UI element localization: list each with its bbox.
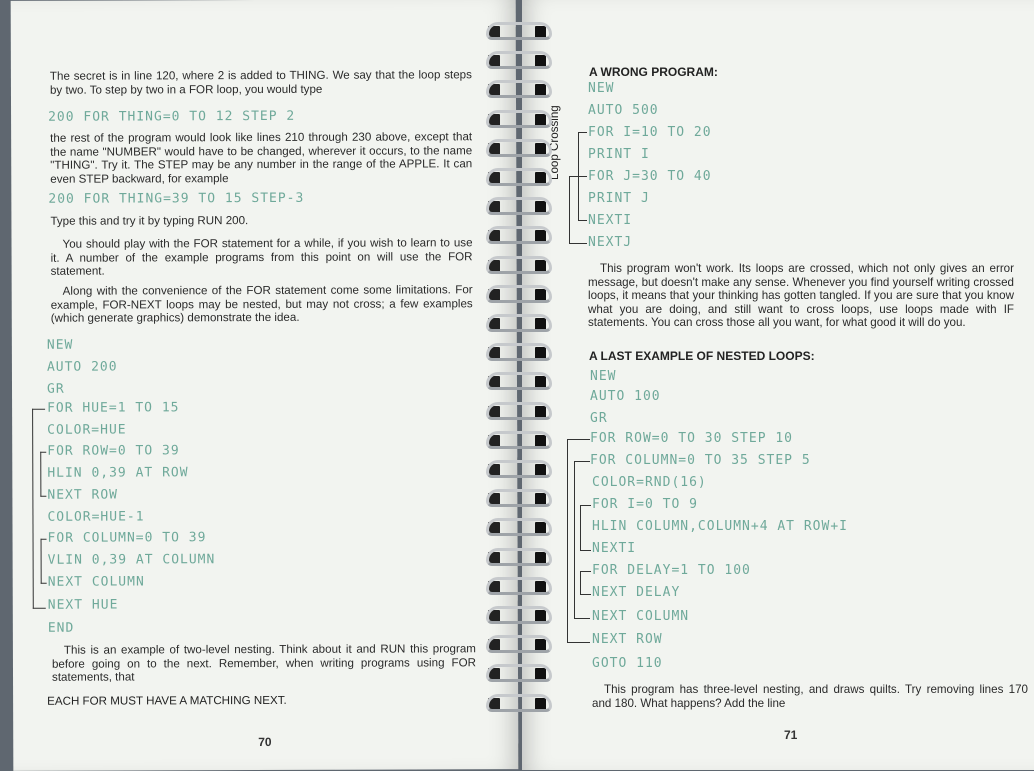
- binding-ring: [482, 49, 552, 71]
- code-line: FOR I=0 TO 9: [592, 497, 698, 512]
- page-number: 71: [784, 728, 798, 742]
- code-line: NEXT DELAY: [592, 585, 681, 600]
- code-line: FOR HUE=1 TO 15: [47, 400, 180, 416]
- left-page: [11, 0, 519, 771]
- code-line: NEXT COLUMN: [47, 574, 145, 590]
- binding-ring: [482, 224, 552, 246]
- code-line: COLOR=HUE: [47, 422, 127, 438]
- binding-ring: [482, 108, 552, 130]
- code-line: NEXT HUE: [47, 597, 119, 613]
- binding-ring: [482, 20, 552, 42]
- paragraph-run-200: Type this and try it by typing RUN 200.: [50, 214, 249, 228]
- binding-ring: [482, 633, 552, 655]
- code-line: COLOR=HUE-1: [47, 509, 145, 525]
- binding-ring: [482, 137, 552, 159]
- paragraph-three-level: This program has three-level nesting, and draws quilts. Try removing lines 170 and 180. What happens? Add the line: [592, 683, 1028, 710]
- code-line: FOR ROW=0 TO 39: [47, 443, 180, 459]
- code-line: AUTO 500: [588, 103, 659, 118]
- binding-ring: [482, 78, 552, 100]
- paragraph-crossed: This program won't work. Its loops are crossed, which not only gives an error message, but doesn't make any sense. Whenever you find yourself writing crossed loops, it means that your thinking has gotten tangled. If you are sure that you know what you are doing, and still want to cross loops, use loops made with IF statements. You can cross those all you want, for what good it will do you.: [588, 262, 1014, 330]
- binding-ring: [482, 692, 552, 714]
- code-line: FOR I=10 TO 20: [588, 125, 712, 140]
- code-line: END: [47, 620, 75, 636]
- loop-bracket-row: [40, 452, 46, 497]
- rule-for-next: EACH FOR MUST HAVE A MATCHING NEXT.: [47, 693, 287, 708]
- heading-last-example: A LAST EXAMPLE OF NESTED LOOPS:: [589, 349, 815, 363]
- paragraph-step-intro: The secret is in line 120, where 2 is added to THING. We say that the loop steps by two. To step by two in a FOR loop, you would type: [49, 68, 472, 97]
- code-line: PRINT J: [588, 191, 650, 206]
- code-line: FOR COLUMN=0 TO 39: [47, 530, 207, 546]
- binding-ring: [482, 166, 552, 188]
- spiral-binding: [482, 20, 552, 740]
- loop-bracket-j: [569, 176, 587, 244]
- code-line: NEXTI: [588, 213, 633, 228]
- code-step-negative: 200 FOR THING=39 TO 15 STEP-3: [48, 190, 305, 207]
- code-line: HLIN 0,39 AT ROW: [47, 465, 189, 481]
- paragraph-play-for: You should play with the FOR statement for a while, if you wish to learn to use it. A number of the example programs from this point on will use the FOR statement.: [50, 236, 473, 278]
- code-line: GOTO 110: [592, 656, 663, 671]
- binding-ring: [482, 429, 552, 451]
- loop-bracket-i: [580, 505, 591, 551]
- code-line: FOR COLUMN=0 TO 35 STEP 5: [590, 453, 811, 468]
- code-line: FOR DELAY=1 TO 100: [592, 563, 751, 578]
- page-number: 70: [258, 734, 272, 750]
- binding-ring: [482, 312, 552, 334]
- binding-ring: [482, 400, 552, 422]
- code-step-2: 200 FOR THING=0 TO 12 STEP 2: [48, 108, 296, 125]
- binding-ring: [482, 458, 552, 480]
- code-line: VLIN 0,39 AT COLUMN: [47, 552, 216, 568]
- paragraph-step-explain: the rest of the program would look like lines 210 through 230 above, except that the name "NUMBER" would have to be changed, wherever it occurs, to the name "THING". Try it. The STEP may be any number in the range of the APPLE. It can even STEP backward, for example: [50, 130, 473, 186]
- code-line: NEW: [588, 81, 615, 96]
- code-line: NEXTI: [592, 541, 637, 556]
- code-line: GR: [590, 411, 608, 426]
- right-page: [522, 0, 1034, 770]
- code-line: PRINT I: [588, 147, 650, 162]
- binding-ring: [482, 254, 552, 276]
- code-line: AUTO 100: [590, 389, 661, 404]
- loop-bracket-column: [41, 539, 47, 584]
- binding-ring: [482, 662, 552, 684]
- binding-ring: [482, 604, 552, 626]
- code-line: NEXTJ: [588, 235, 633, 250]
- binding-ring: [482, 341, 552, 363]
- code-line: HLIN COLUMN,COLUMN+4 AT ROW+I: [592, 519, 848, 534]
- code-line: NEXT COLUMN: [592, 609, 690, 624]
- code-line: NEW: [590, 369, 617, 384]
- code-line: COLOR=RND(16): [592, 475, 707, 490]
- binding-ring: [482, 283, 552, 305]
- paragraph-two-level: This is an example of two-level nesting. Think about it and RUN this program before going on to the next. Remember, when writing programs using FOR statements, that: [51, 642, 476, 684]
- binding-ring: [482, 516, 552, 538]
- loop-bracket-delay: [580, 571, 591, 595]
- code-line: FOR ROW=0 TO 30 STEP 10: [590, 431, 794, 446]
- binding-ring: [482, 370, 552, 392]
- paragraph-limitations: Along with the convenience of the FOR statement come some limitations. For example, FOR-NEXT loops may be nested, but may not cross; a few examples (which generate graphics) demonstrate the idea.: [50, 283, 473, 325]
- code-line: NEW: [46, 337, 74, 353]
- binding-ring: [482, 487, 552, 509]
- code-line: FOR J=30 TO 40: [588, 169, 712, 184]
- code-line: NEXT ROW: [47, 487, 119, 503]
- code-line: AUTO 200: [46, 359, 118, 375]
- code-line: GR: [46, 381, 65, 397]
- heading-wrong-program: A WRONG PROGRAM:: [589, 65, 718, 79]
- binding-ring: [482, 195, 552, 217]
- code-line: NEXT ROW: [592, 632, 663, 647]
- binding-ring: [482, 575, 552, 597]
- binding-ring: [482, 546, 552, 568]
- loop-crossing-label: Loop Crossing: [548, 105, 561, 180]
